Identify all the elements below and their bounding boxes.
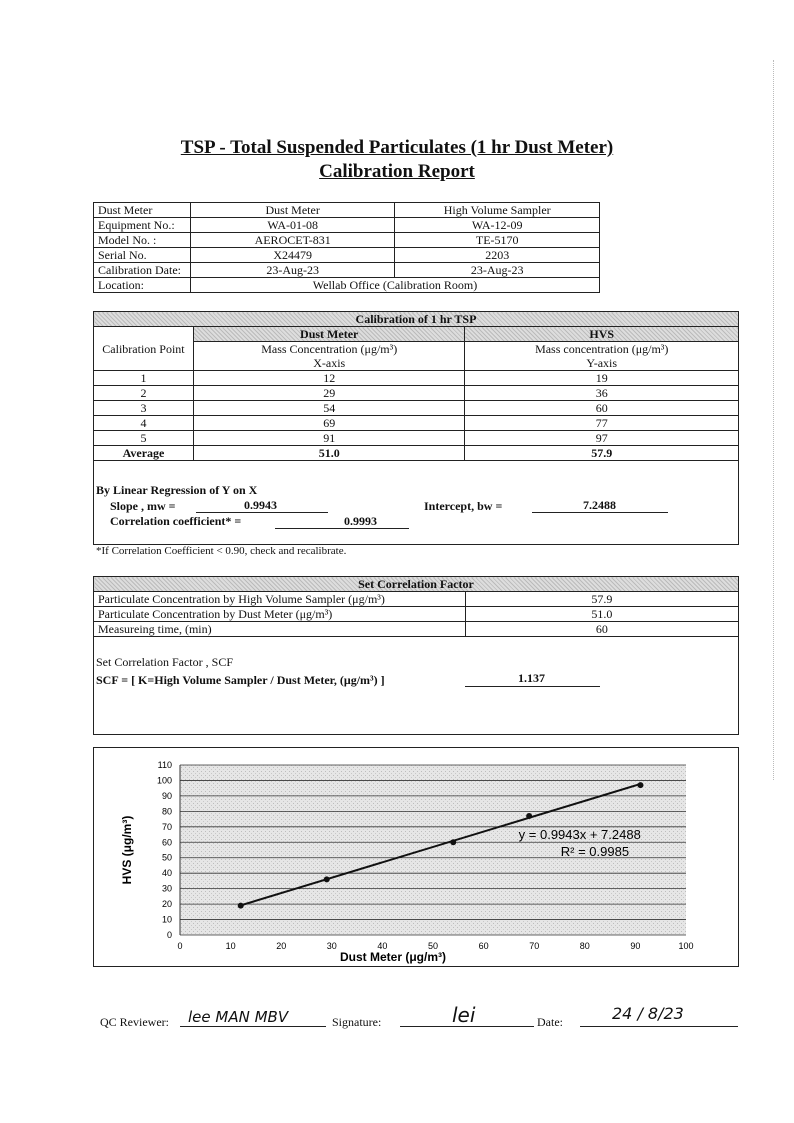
x-tick-label: 30 [326,941,337,951]
dust-value: X24479 [190,248,394,263]
calibration-chart [93,747,739,967]
correlation-value: 0.9993 [344,514,377,528]
serial-no-row [94,248,600,263]
correlation-table [93,576,739,637]
y-tick-label: 100 [156,775,172,786]
equipment-header-row [94,203,600,218]
point-number: 2 [94,386,194,401]
row-label: Location: [94,278,191,293]
y-value: 77 [465,416,739,431]
slope-label: Slope , mw = [110,499,176,513]
x-value: 29 [193,386,465,401]
calibration-date-row [94,263,600,278]
y-value: 36 [465,386,739,401]
correlation-row-value: 51.0 [465,607,738,622]
x-tick-label: 90 [630,941,641,951]
calibration-table [93,311,739,461]
data-point [526,813,532,819]
average-x: 51.0 [193,446,465,461]
x-tick-label: 80 [579,941,590,951]
dust-value: 23-Aug-23 [190,263,394,278]
x-tick-label: 70 [529,941,540,951]
y-tick-labels [157,760,172,940]
calibration-row [94,371,739,386]
point-number: 3 [94,401,194,416]
y-tick-label: 90 [161,790,172,801]
x-value: 69 [193,416,465,431]
x-tick-label: 20 [276,941,287,951]
calibration-section-title: Calibration of 1 hr TSP [94,312,739,327]
point-number: 4 [94,416,194,431]
date-label: Date: [537,1015,563,1029]
y-tick-label: 10 [161,914,172,925]
hvs-group-header: HVS [465,327,739,342]
y-value: 19 [465,371,739,386]
date-underline [580,1026,738,1027]
location-value: Wellab Office (Calibration Room) [190,278,599,293]
hvs-header: High Volume Sampler [395,203,600,218]
x-value: 12 [193,371,465,386]
row-label: Serial No. [94,248,191,263]
x-tick-label: 50 [427,941,439,951]
correlation-row-value: 57.9 [465,592,738,607]
average-y: 57.9 [465,446,739,461]
y-axis-title: HVS (μg/m³) [120,815,134,885]
average-label: Average [94,446,194,461]
x-value: 91 [193,431,465,446]
correlation-row-label: Particulate Concentration by High Volume Sampler (μg/m³) [94,592,466,607]
data-point [637,782,643,788]
correlation-row-label: Measureing time, (min) [94,622,466,637]
equation-label: y = 0.9943x + 7.2488 [518,827,641,843]
calibration-row [94,401,739,416]
scf-formula: SCF = [ K=High Volume Sampler / Dust Meter, (μg/m³) ] [96,673,385,687]
dust-meter-group-header: Dust Meter [193,327,465,342]
qc-reviewer-label: QC Reviewer: [100,1015,169,1029]
scf-underline [465,686,600,687]
intercept-underline [532,512,668,513]
correlation-row [94,607,739,622]
hvs-value: 23-Aug-23 [395,263,600,278]
y-tick-label: 80 [161,806,172,817]
signature-underline [400,1026,534,1027]
row-label: Model No. : [94,233,191,248]
x-tick-label: 100 [678,941,694,951]
slope-value: 0.9943 [244,498,277,512]
correlation-label: Correlation coefficient* = [110,514,242,528]
calibration-row [94,386,739,401]
correlation-row [94,592,739,607]
correlation-row [94,622,739,637]
report-subtitle: Calibration Report [319,161,475,182]
dust-value: AEROCET-831 [190,233,394,248]
y-axis-label: Y-axis [465,356,739,371]
y-tick-label: 20 [161,899,172,910]
dust-conc-label: Mass Concentration (μg/m³) [193,342,465,357]
calibration-point-header: Calibration Point [94,327,194,371]
y-tick-label: 30 [161,883,172,894]
x-tick-label: 40 [377,941,388,951]
row-label: Equipment No.: [94,218,191,233]
data-point [238,903,244,909]
r-squared-label: R² = 0.9985 [560,844,630,860]
y-tick-label: 50 [161,852,172,863]
location-row [94,278,600,293]
y-tick-label: 70 [161,821,172,832]
footnote: *If Correlation Coefficient < 0.90, check and recalibrate. [96,545,347,557]
model-no-row [94,233,600,248]
equipment-no-row [94,218,600,233]
point-number: 5 [94,431,194,446]
equipment-header-label: Dust Meter [94,203,191,218]
scf-value: 1.137 [518,671,545,685]
x-axis-title: Dust Meter (μg/m³) [339,950,447,964]
y-tick-label: 60 [161,837,172,848]
intercept-value: 7.2488 [583,498,616,512]
average-row [94,446,739,461]
correlation-underline [275,528,409,529]
report-title: TSP - Total Suspended Particulates (1 hr Dust Meter) [180,137,614,158]
reviewer-underline [180,1026,326,1027]
correlation-row-value: 60 [465,622,738,637]
y-tick-label: 0 [166,930,172,940]
hvs-value: WA-12-09 [395,218,600,233]
dust-meter-header: Dust Meter [190,203,394,218]
data-point [324,876,330,882]
calibration-row [94,431,739,446]
point-number: 1 [94,371,194,386]
signature: lei [452,1003,476,1027]
row-label: Calibration Date: [94,263,191,278]
hvs-value: 2203 [395,248,600,263]
date-value: 24 / 8/23 [612,1004,684,1023]
hvs-value: TE-5170 [395,233,600,248]
correlation-row-label: Particulate Concentration by Dust Meter (μg/m³) [94,607,466,622]
correlation-section-title: Set Correlation Factor [94,577,739,592]
slope-underline [196,512,328,513]
x-tick-label: 60 [478,941,489,951]
x-value: 54 [193,401,465,416]
scf-title: Set Correlation Factor , SCF [96,655,233,669]
x-tick-label: 10 [225,941,236,951]
hvs-conc-label: Mass concentration (μg/m³) [465,342,739,357]
regression-title: By Linear Regression of Y on X [96,483,258,497]
data-point [450,839,456,845]
y-tick-label: 40 [161,868,172,879]
qc-reviewer-name: lee MAN MBV [188,1008,289,1026]
dust-value: WA-01-08 [190,218,394,233]
x-axis-label: X-axis [193,356,465,371]
calibration-row [94,416,739,431]
x-tick-label: 0 [177,941,183,951]
y-value: 60 [465,401,739,416]
intercept-label: Intercept, bw = [424,499,503,513]
equipment-table [93,202,600,293]
y-tick-label: 110 [157,760,172,770]
y-value: 97 [465,431,739,446]
signature-label: Signature: [332,1015,382,1029]
